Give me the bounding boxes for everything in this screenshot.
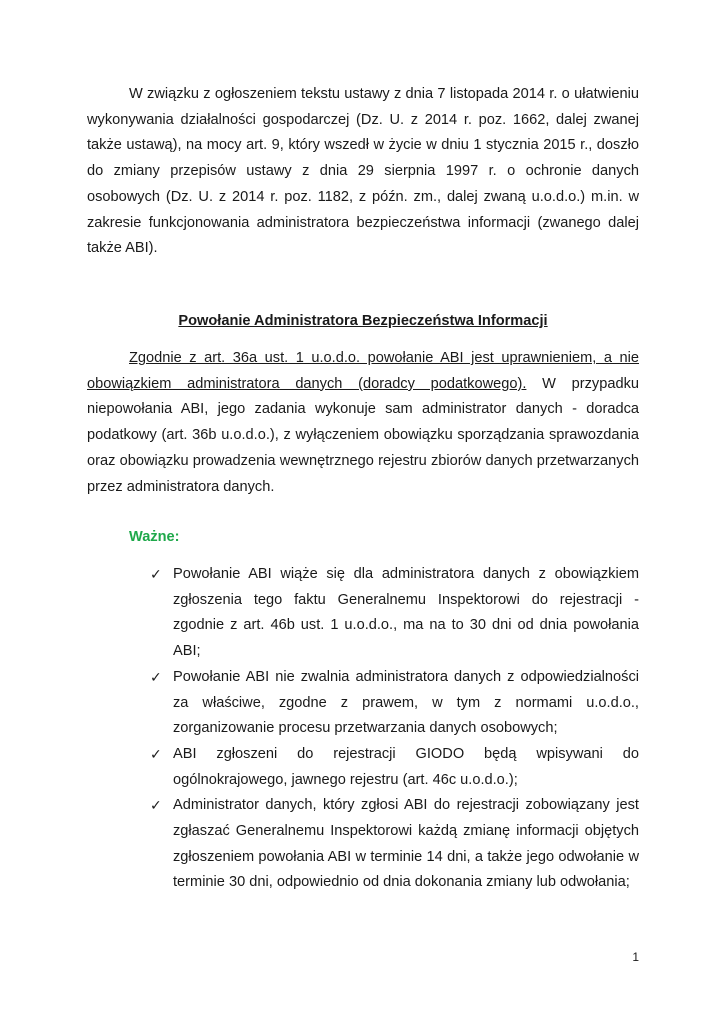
section-title: Powołanie Administratora Bezpieczeństwa Informacji — [178, 313, 548, 329]
important-checklist — [150, 562, 639, 896]
important-label: Ważne: — [129, 529, 180, 545]
checkmark-icon: ✓ — [150, 797, 162, 814]
checkmark-icon: ✓ — [150, 668, 162, 685]
checklist-item-text: ABI zgłoszeni do rejestracji GIODO będą wpisywani do ogólnokrajowego, jawnego rejestru (art. 46c u.o.d.o.); — [173, 745, 639, 788]
intro-text: W związku z ogłoszeniem tekstu ustawy z dnia 7 listopada 2014 r. o ułatwieniu wykonywania działalności gospodarczej (Dz. U. z 2014 r. poz. 1662, dalej zwanej także ustawą), na mocy art. 9, który wszedł w życie w dniu 1 stycznia 2015 r., doszło do zmiany przepisów ustawy z dnia 29 sierpnia 1997 r. o ochronie danych osobowych (Dz. U. z 2014 r. poz. 1182, z późn. zm., dalej zwaną u.o.d.o.) m.in. w zakresie funkcjonowania administratora bezpieczeństwa informacji (zwanego dalej także ABI). — [87, 86, 639, 257]
checklist-item-text: Powołanie ABI nie zwalnia administratora danych z odpowiedzialności za właściwe, zgodne z prawem, w tym z normami u.o.d.o., zorganizowanie procesu przetwarzania danych osobowych; — [173, 668, 639, 737]
appointment-paragraph — [87, 346, 639, 500]
checklist-item-text: Administrator danych, który zgłosi ABI do rejestracji zobowiązany jest zgłaszać Generalnemu Inspektorowi każdą zmianę informacji objętych zgłoszeniem powołania ABI w terminie 14 dni, a także jego odwołanie w terminie 30 dni, odpowiednio od dnia dokonania zmiany lub odwołania; — [173, 797, 639, 891]
page-number: 1 — [632, 950, 639, 964]
checkmark-icon: ✓ — [150, 566, 162, 582]
checkmark-icon: ✓ — [150, 745, 162, 762]
checklist-item — [150, 665, 639, 742]
intro-paragraph — [87, 82, 639, 262]
checklist-item — [150, 562, 639, 665]
checklist-item — [150, 742, 639, 793]
checklist-item-text: Powołanie ABI wiąże się dla administratora danych z obowiązkiem zgłoszenia tego faktu Generalnemu Inspektorowi do rejestracji - zgodnie z art. 46b ust. 1 u.o.d.o., ma na to 30 dni od dnia powołania ABI; — [173, 566, 639, 660]
appointment-text: W przypadku niepowołania ABI, jego zadania wykonuje sam administrator danych - doradca podatkowy (art. 36b u.o.d.o.), z wyłączeniem obowiązku sporządzania sprawozdania oraz obowiązku prowadzenia wewnętrznego rejestru zbiorów danych przetwarzanych przez administratora danych. — [87, 375, 639, 495]
checklist-item — [150, 793, 639, 896]
underlined-statement: Zgodnie z art. 36a ust. 1 u.o.d.o. powołanie ABI jest uprawnieniem, a nie obowiązkiem administratora danych (doradcy podatkowego). — [87, 350, 639, 392]
